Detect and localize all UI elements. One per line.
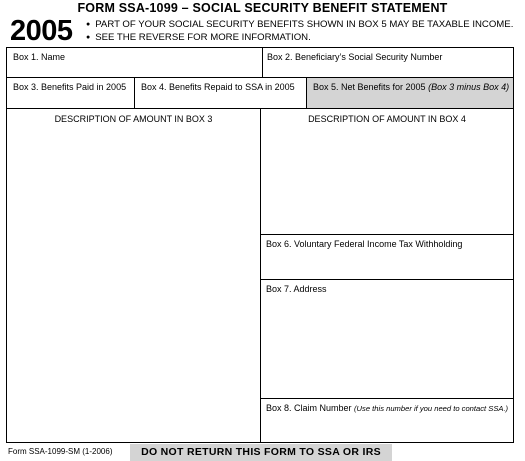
- notice-reverse: ● SEE THE REVERSE FOR MORE INFORMATION.: [86, 32, 311, 45]
- desc-box4-header: DESCRIPTION OF AMOUNT IN BOX 4: [308, 114, 466, 124]
- divider-box3-box4: [134, 77, 135, 108]
- box5-net-benefits-label: Box 5. Net Benefits for 2005 (Box 3 minus Box 4): [313, 82, 510, 92]
- box1-name-label: Box 1. Name: [13, 52, 66, 62]
- form-frame-top: [6, 47, 514, 48]
- divider-box4-box5: [306, 77, 307, 108]
- form-id: Form SSA-1099-SM (1-2006): [8, 447, 113, 456]
- form-title: FORM SSA-1099 – SOCIAL SECURITY BENEFIT STATEMENT: [77, 1, 448, 15]
- box4-benefits-repaid-label: Box 4. Benefits Repaid to SSA in 2005: [141, 82, 295, 92]
- divider-box6-top: [260, 234, 514, 235]
- box7-address-label: Box 7. Address: [266, 284, 327, 294]
- form-frame-left: [6, 47, 7, 443]
- row-divider-1: [6, 77, 514, 78]
- divider-box1-box2: [262, 47, 263, 78]
- notice-taxable: ● PART OF YOUR SOCIAL SECURITY BENEFITS SHOWN IN BOX 5 MAY BE TAXABLE INCOME.: [86, 19, 513, 32]
- form-frame-right: [513, 47, 514, 443]
- box3-benefits-paid-label: Box 3. Benefits Paid in 2005: [13, 82, 127, 92]
- box6-withholding-label: Box 6. Voluntary Federal Income Tax Withholding: [266, 239, 463, 249]
- box2-ssn-label: Box 2. Beneficiary’s Social Security Number: [267, 52, 443, 62]
- do-not-return-banner: DO NOT RETURN THIS FORM TO SSA OR IRS: [130, 444, 392, 461]
- divider-desc-columns: [260, 108, 261, 442]
- desc-box3-header: DESCRIPTION OF AMOUNT IN BOX 3: [54, 114, 213, 124]
- divider-box7-top: [260, 279, 514, 280]
- box8-claim-number-label: Box 8. Claim Number (Use this number if you need to contact SSA.): [266, 403, 509, 413]
- tax-year: 2005: [10, 15, 73, 47]
- divider-box8-top: [260, 398, 514, 399]
- form-frame-bottom: [6, 442, 514, 443]
